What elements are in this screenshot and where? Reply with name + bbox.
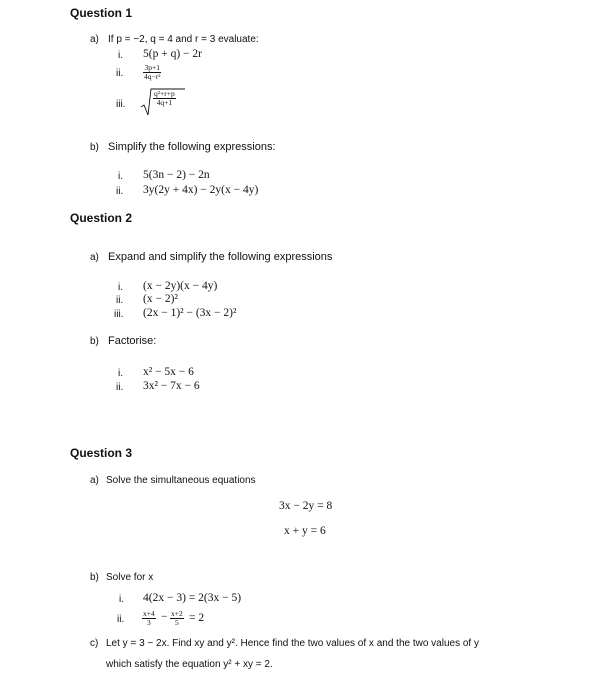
q3-b-item-1-number: i.	[119, 594, 124, 605]
q2-part-b-prompt: Factorise:	[108, 335, 157, 347]
q3-b-item-2-fraction-2	[170, 610, 184, 627]
question-3-heading: Question 3	[70, 446, 133, 460]
q3-part-b-prompt: Solve for x	[106, 572, 154, 583]
q3-b-item-2-number: ii.	[117, 614, 125, 625]
q2-b-item-1-number: i.	[118, 368, 123, 379]
fraction-denominator: 5	[174, 618, 179, 627]
q2-part-b-label: b)	[90, 336, 99, 347]
q2-b-item-2-expression: 3x² − 7x − 6	[143, 380, 200, 392]
q1-b-item-1-number: i.	[118, 171, 123, 182]
q1-a-item-3-square-root	[140, 87, 184, 117]
q2-a-item-1-number: i.	[118, 282, 123, 293]
fraction-numerator: x+4	[143, 609, 155, 618]
q1-part-a-label: a)	[90, 34, 99, 45]
q1-a-item-3-number: iii.	[116, 99, 126, 110]
q3-part-c-text-line-2: which satisfy the equation y² + xy = 2.	[106, 659, 273, 670]
q1-a-item-2-number: ii.	[116, 68, 124, 79]
q1-a-item-2-fraction	[143, 64, 161, 81]
q1-b-item-1-expression: 5(3n − 2) − 2n	[143, 169, 210, 181]
fraction-numerator: x+2	[171, 609, 183, 618]
q3-part-c-label: c)	[90, 638, 99, 649]
q2-part-a-label: a)	[90, 252, 99, 263]
q3-equation-2: x + y = 6	[284, 525, 326, 537]
q2-a-item-2-number: ii.	[116, 295, 124, 306]
q2-part-a-prompt: Expand and simplify the following expressions	[108, 251, 333, 263]
q3-b-item-2-rhs: = 2	[189, 612, 205, 624]
q3-part-a-prompt: Solve the simultaneous equations	[106, 475, 256, 486]
q1-a-item-1-number: i.	[118, 50, 123, 61]
q1-part-b-prompt: Simplify the following expressions:	[108, 141, 276, 153]
q3-equation-1: 3x − 2y = 8	[279, 500, 333, 512]
q1-b-item-2-expression: 3y(2y + 4x) − 2y(x − 4y)	[143, 184, 259, 196]
q3-b-item-1-expression: 4(2x − 3) = 2(3x − 5)	[143, 592, 242, 604]
q2-a-item-1-expression: (x − 2y)(x − 4y)	[143, 280, 218, 292]
q2-a-item-3-number: iii.	[114, 309, 124, 320]
q2-b-item-1-expression: x² − 5x − 6	[143, 366, 194, 378]
q1-b-item-2-number: ii.	[116, 186, 124, 197]
q3-b-item-2-fraction-1	[142, 610, 156, 627]
q2-a-item-2-expression: (x − 2)²	[143, 293, 178, 305]
q2-a-item-3-expression: (2x − 1)² − (3x − 2)²	[143, 307, 237, 319]
question-2-heading: Question 2	[70, 211, 133, 225]
fraction-numerator: 3p+1	[144, 63, 160, 72]
fraction-denominator: 4q−r²	[144, 72, 161, 81]
q1-part-b-label: b)	[90, 142, 99, 153]
q1-part-a-prompt: If p = −2, q = 4 and r = 3 evaluate:	[108, 34, 259, 45]
q3-b-item-2-minus: −	[161, 611, 168, 623]
question-1-heading: Question 1	[70, 6, 133, 20]
q1-a-item-1-expression: 5(p + q) − 2r	[143, 48, 202, 60]
q3-part-b-label: b)	[90, 572, 99, 583]
q3-part-c-text-line-1: Let y = 3 − 2x. Find xy and y². Hence find the two values of x and the two values of y	[106, 638, 479, 649]
fraction-denominator: 4q+1	[156, 98, 173, 107]
q2-b-item-2-number: ii.	[116, 382, 124, 393]
fraction-denominator: 3	[146, 618, 151, 627]
fraction-numerator: q²+r+p	[154, 89, 175, 98]
q3-part-a-label: a)	[90, 475, 99, 486]
q1-a-item-3-fraction	[153, 90, 176, 107]
